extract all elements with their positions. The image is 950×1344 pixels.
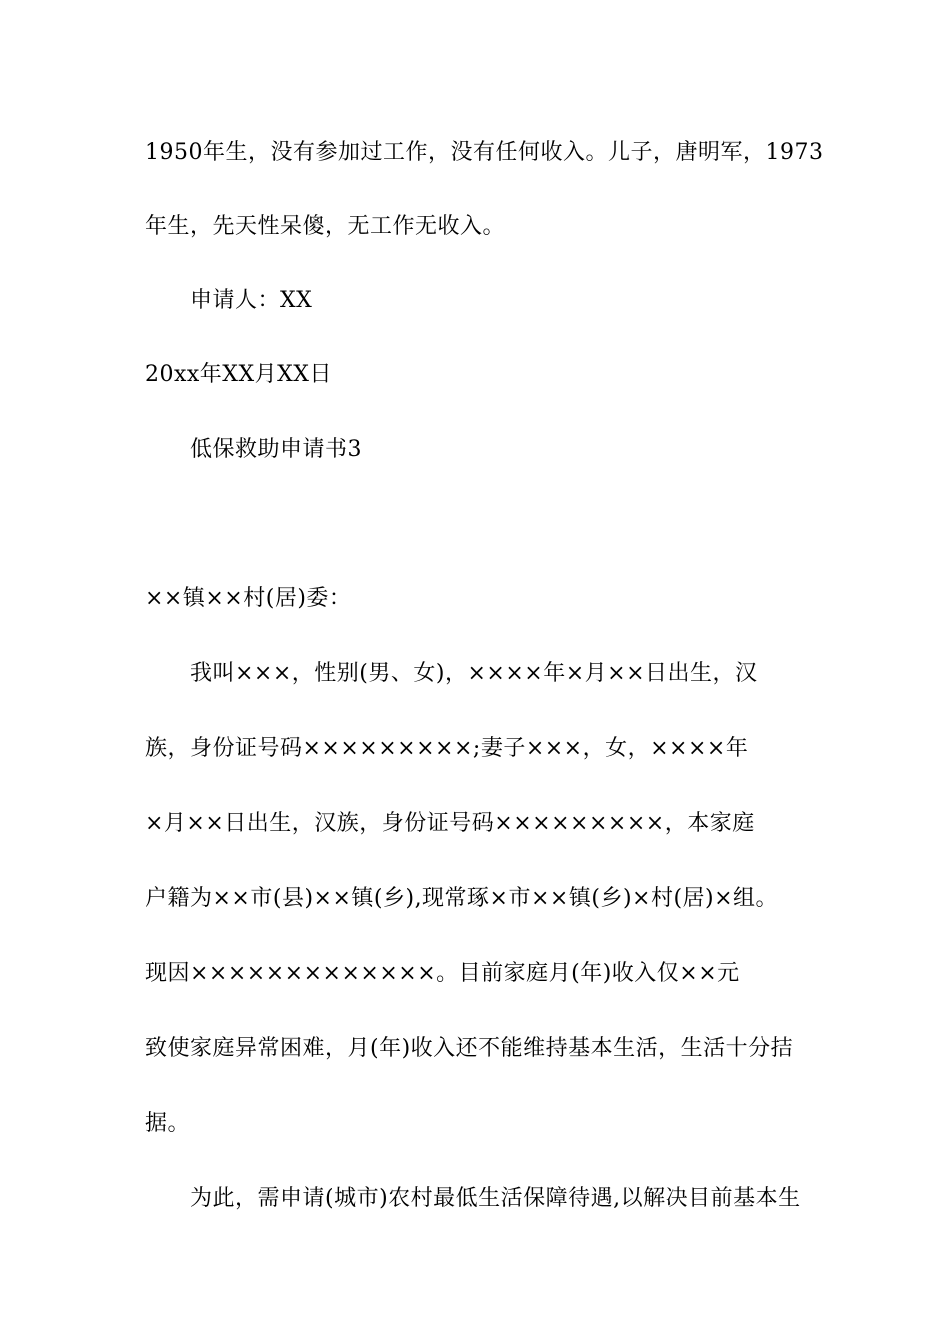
paragraph-line: 我叫×××，性别(男、女)，××××年×月××日出生，汉 — [190, 661, 758, 686]
section-title: 低保救助申请书3 — [190, 437, 362, 462]
paragraph-line: ×月××日出生，汉族，身份证号码×××××××××，本家庭 — [145, 811, 755, 836]
paragraph-line: 致使家庭异常困难，月(年)收入还不能维持基本生活，生活十分拮 — [145, 1036, 794, 1061]
date-line: 20xx年XX月XX日 — [145, 362, 332, 387]
paragraph-line: 现因×××××××××××××。目前家庭月(年)收入仅××元 — [145, 961, 740, 986]
paragraph-line: 族，身份证号码×××××××××;妻子×××，女，××××年 — [145, 736, 749, 761]
text-line: 年生，先天性呆傻，无工作无收入。 — [145, 214, 506, 239]
text-line: 1950年生，没有参加过工作，没有任何收入。儿子，唐明军，1973 — [145, 140, 824, 165]
applicant-line: 申请人：XX — [190, 288, 313, 313]
paragraph-line: 户籍为××市(县)××镇(乡),现常琢×市××镇(乡)×村(居)×组。 — [145, 886, 779, 911]
salutation: ××镇××村(居)委： — [145, 586, 352, 611]
paragraph-line: 为此，需申请(城市)农村最低生活保障待遇,以解决目前基本生 — [190, 1186, 801, 1211]
paragraph-line: 据。 — [145, 1111, 191, 1136]
